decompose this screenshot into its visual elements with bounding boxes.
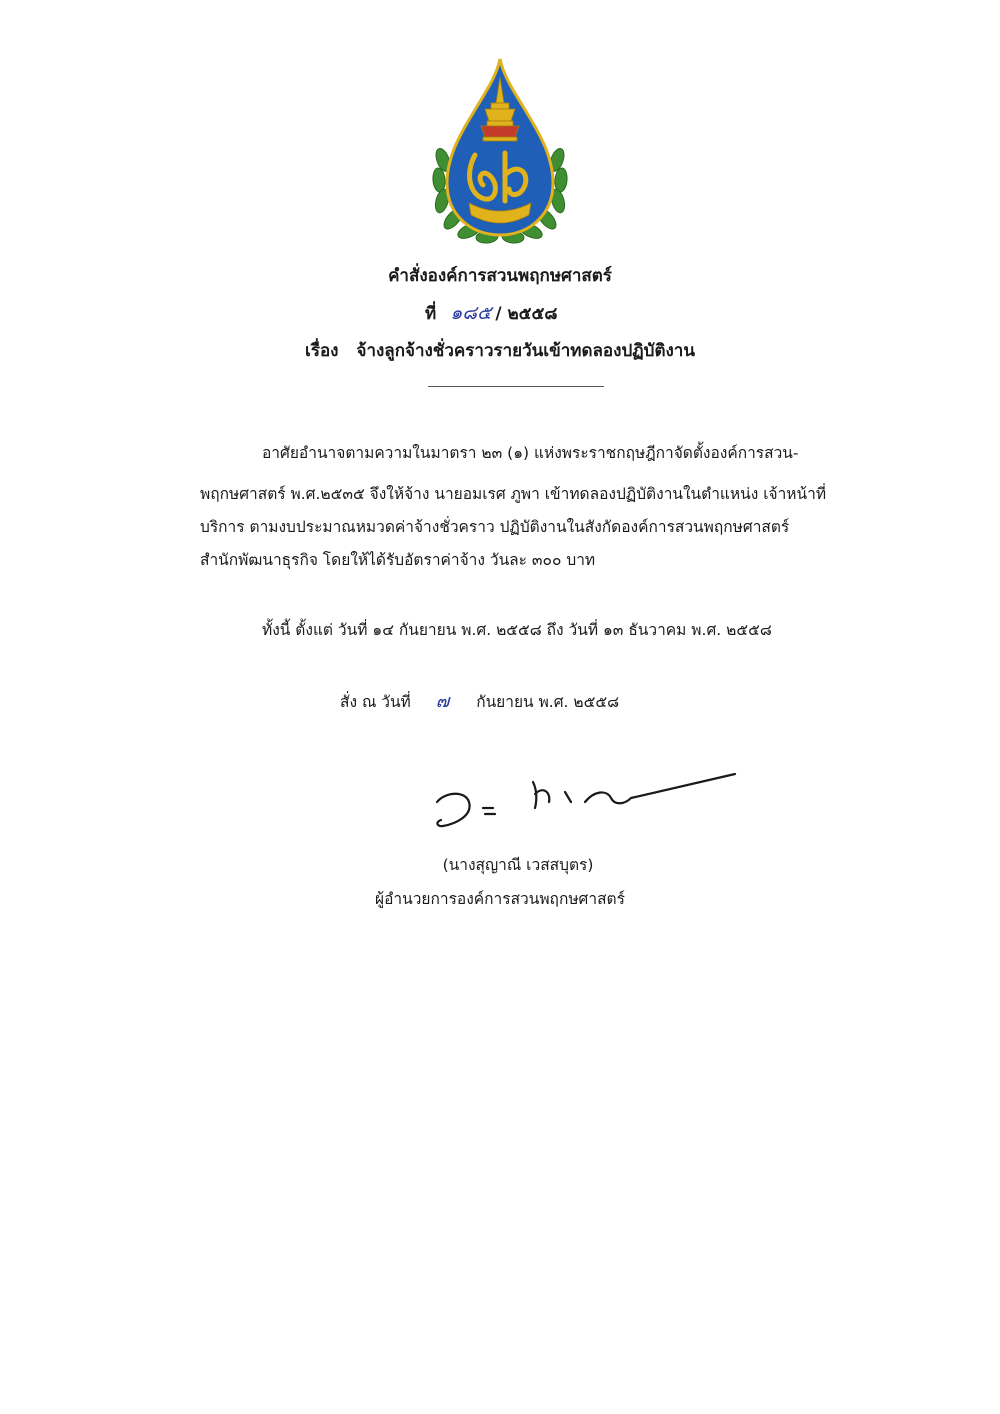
order-date-month-year: กันยายน พ.ศ. ๒๕๕๘ <box>476 693 620 711</box>
order-number-handwritten: ๑๘๕ <box>450 302 492 324</box>
order-number-prefix: ที่ <box>425 304 437 324</box>
subject-line <box>0 337 1000 364</box>
subject-label: เรื่อง <box>305 341 339 361</box>
body-line-4: สำนักพัฒนาธุรกิจ โดยให้ได้รับอัตราค่าจ้าง วันละ ๓๐๐ บาท <box>200 551 596 569</box>
organization-logo <box>425 55 575 250</box>
body-line-3: บริการ ตามงบประมาณหมวดค่าจ้างชั่วคราว ปฏิบัติงานในสังกัดองค์การสวนพฤกษศาสตร์ <box>200 518 790 536</box>
body-line-2: พฤกษศาสตร์ พ.ศ.๒๕๓๕ จึงให้จ้าง นายอมเรศ ภูพา เข้าทดลองปฏิบัติงานในตำแหน่ง เจ้าหน้าที่ <box>200 485 827 503</box>
signatory-position: ผู้อำนวยการองค์การสวนพฤกษศาสตร์ <box>375 890 625 908</box>
handwritten-signature <box>425 768 755 838</box>
order-number <box>425 298 558 328</box>
employment-period: ทั้งนี้ ตั้งแต่ วันที่ ๑๔ กันยายน พ.ศ. ๒๕๕๘ ถึง วันที่ ๑๓ ธันวาคม พ.ศ. ๒๕๕๘ <box>262 621 772 639</box>
signatory-name: (นางสุญาณี เวสสบุตร) <box>442 856 594 874</box>
order-date-prefix: สั่ง ณ วันที่ <box>340 693 411 711</box>
order-date <box>340 686 619 715</box>
order-number-year: / ๒๕๕๘ <box>495 304 558 324</box>
header-divider <box>428 386 604 387</box>
document-title: คำสั่งองค์การสวนพฤกษศาสตร์ <box>388 266 612 286</box>
body-line-1: อาศัยอำนาจตามความในมาตรา ๒๓ (๑) แห่งพระราชกฤษฎีกาจัดตั้งองค์การสวน- <box>262 444 799 462</box>
subject-text: จ้างลูกจ้างชั่วคราวรายวันเข้าทดลองปฏิบัติงาน <box>356 341 695 361</box>
order-date-day: ๗ <box>435 691 450 712</box>
